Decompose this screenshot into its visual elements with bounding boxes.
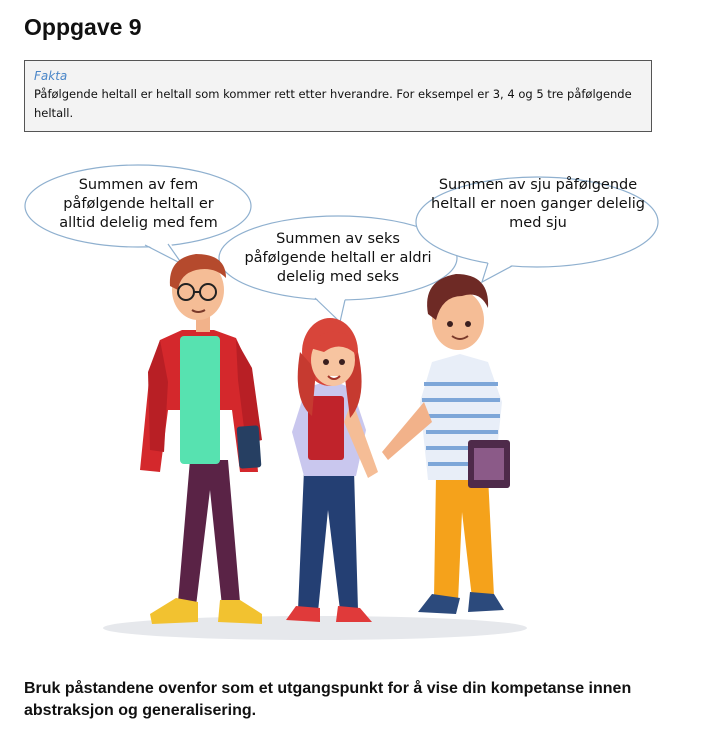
bubble-text-right: Summen av sju påfølgende heltall er noen ganger delelig med sju	[431, 177, 645, 231]
student-right	[382, 274, 510, 614]
bubble-text-middle: Summen av seks påfølgende heltall er aldri delelig med seks	[244, 231, 432, 285]
fact-text: Påfølgende heltall er heltall som kommer rett etter hverandre. For eksempel er 3, 4 og 5 tre påfølgende heltall.	[34, 87, 632, 120]
students-illustration	[0, 140, 728, 660]
page-title: Oppgave 9	[24, 14, 142, 40]
fact-label: Fakta	[34, 69, 68, 83]
student-left	[140, 254, 262, 624]
bubble-text-left: Summen av fem påfølgende heltall er alltid delelig med fem	[59, 177, 218, 231]
instruction-text: Bruk påstandene ovenfor som et utgangspunkt for å vise din kompetanse innen abstraksjon og generalisering.	[24, 680, 632, 719]
fact-box	[24, 60, 652, 132]
student-middle	[286, 318, 378, 622]
